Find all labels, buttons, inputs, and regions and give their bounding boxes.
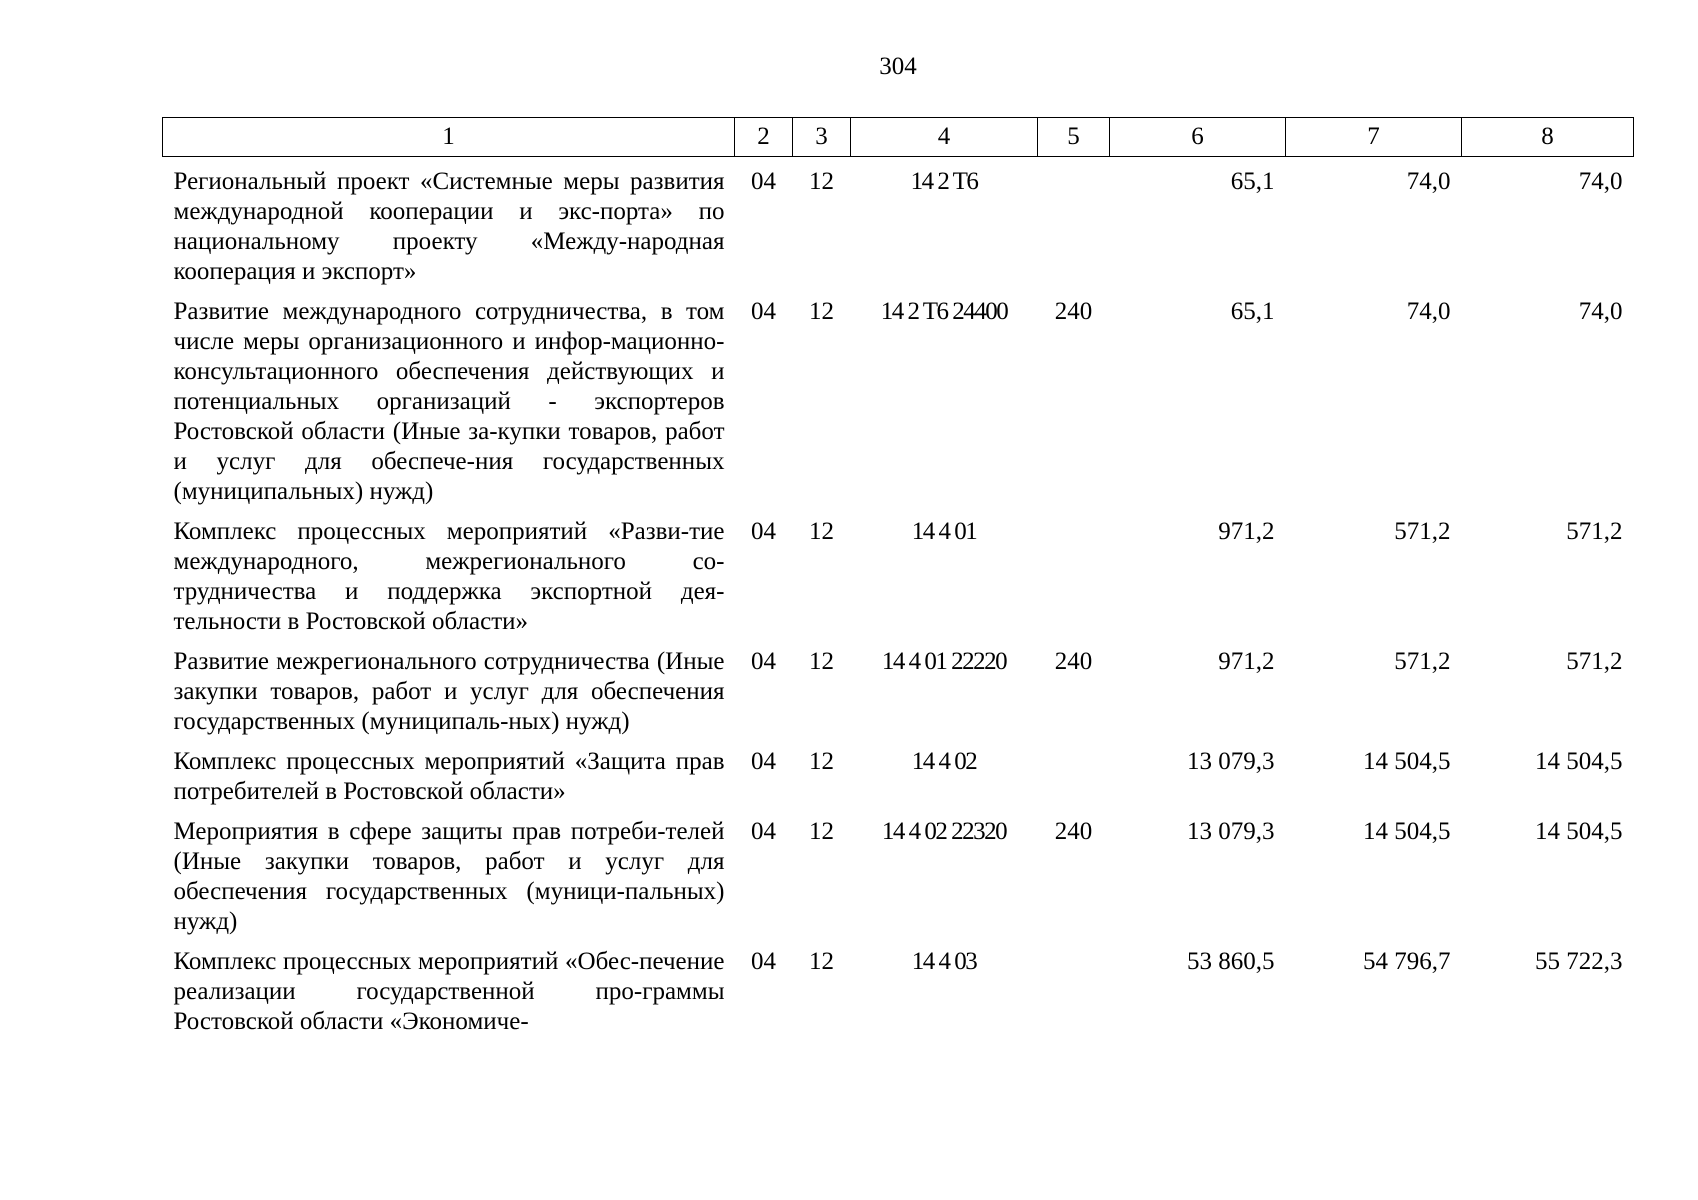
column-number-header-row xyxy=(163,118,1634,157)
column-header-6: 6 xyxy=(1110,118,1286,157)
expense-type-code xyxy=(1038,937,1110,1037)
target-article-code: 14 4 01 22220 xyxy=(881,648,1007,675)
amount-col-7: 571,2 xyxy=(1394,648,1451,675)
subsection-code: 12 xyxy=(809,298,834,325)
section-code: 04 xyxy=(751,748,776,775)
amount-col-7: 14 504,5 xyxy=(1363,748,1451,775)
amount-col-7: 54 796,7 xyxy=(1363,948,1451,975)
column-header-4: 4 xyxy=(851,118,1038,157)
amount-col-6: 65,1 xyxy=(1230,298,1275,325)
column-header-3: 3 xyxy=(793,118,851,157)
column-header-7: 7 xyxy=(1286,118,1462,157)
expense-type-code: 240 xyxy=(1054,298,1093,325)
page-number: 304 xyxy=(879,53,917,80)
row-description: Развитие межрегионального сотрудничества (Иные закупки товаров, работ и услуг для обеспечения государственных (муниципаль-ных) нужд) xyxy=(173,648,725,735)
expense-type-code: 240 xyxy=(1054,648,1093,675)
expense-type-code xyxy=(1038,507,1110,637)
table-row xyxy=(163,807,1634,937)
amount-col-7: 14 504,5 xyxy=(1363,818,1451,845)
target-article-code: 14 4 03 xyxy=(911,948,977,975)
subsection-code: 12 xyxy=(809,818,834,845)
table-row xyxy=(163,157,1634,288)
section-code: 04 xyxy=(751,168,776,195)
subsection-code: 12 xyxy=(809,168,834,195)
amount-col-6: 971,2 xyxy=(1218,518,1275,545)
amount-col-8: 74,0 xyxy=(1578,168,1623,195)
row-description: Развитие международного сотрудничества, в том числе меры организационного и инфор-мационно-консультационного обеспечения действующих и потенциальных организаций - экспортеров Ростовской области (Иные за-купки товаров, работ и услуг для обеспече-ния государственных (муниципальных) нужд) xyxy=(173,298,725,505)
amount-col-8: 571,2 xyxy=(1566,518,1623,545)
expense-type-code: 240 xyxy=(1054,818,1093,845)
column-header-1: 1 xyxy=(163,118,735,157)
column-header-8: 8 xyxy=(1462,118,1634,157)
budget-table xyxy=(162,117,1634,1037)
expense-type-code xyxy=(1038,157,1110,288)
target-article-code: 14 2 T6 xyxy=(910,168,978,195)
section-code: 04 xyxy=(751,518,776,545)
amount-col-8: 14 504,5 xyxy=(1535,748,1623,775)
table-row xyxy=(163,507,1634,637)
section-code: 04 xyxy=(751,298,776,325)
table-row xyxy=(163,637,1634,737)
amount-col-7: 571,2 xyxy=(1394,518,1451,545)
subsection-code: 12 xyxy=(809,948,834,975)
amount-col-8: 74,0 xyxy=(1578,298,1623,325)
amount-col-6: 13 079,3 xyxy=(1187,818,1275,845)
subsection-code: 12 xyxy=(809,518,834,545)
table-row xyxy=(163,287,1634,507)
section-code: 04 xyxy=(751,648,776,675)
target-article-code: 14 4 01 xyxy=(911,518,977,545)
amount-col-6: 53 860,5 xyxy=(1187,948,1275,975)
amount-col-8: 55 722,3 xyxy=(1535,948,1623,975)
column-header-2: 2 xyxy=(735,118,793,157)
subsection-code: 12 xyxy=(809,748,834,775)
amount-col-8: 14 504,5 xyxy=(1535,818,1623,845)
row-description: Региональный проект «Системные меры развития международной кооперации и экс-порта» по национальному проекту «Между-народная кооперация и экспорт» xyxy=(173,168,725,285)
row-description: Мероприятия в сфере защиты прав потреби-телей (Иные закупки товаров, работ и услуг для обеспечения государственных (муници-пальных) нужд) xyxy=(173,818,725,935)
subsection-code: 12 xyxy=(809,648,834,675)
amount-col-8: 571,2 xyxy=(1566,648,1623,675)
row-description: Комплекс процессных мероприятий «Разви-тие международного, межрегионального со-трудничества и поддержка экспортной дея-тельности в Ростовской области» xyxy=(173,518,725,635)
section-code: 04 xyxy=(751,818,776,845)
target-article-code: 14 4 02 xyxy=(911,748,977,775)
table-row xyxy=(163,937,1634,1037)
expense-type-code xyxy=(1038,737,1110,807)
amount-col-7: 74,0 xyxy=(1406,298,1451,325)
row-description: Комплекс процессных мероприятий «Обес-печение реализации государственной про-граммы Ростовской области «Экономиче- xyxy=(173,948,725,1035)
amount-col-6: 971,2 xyxy=(1218,648,1275,675)
column-header-5: 5 xyxy=(1038,118,1110,157)
table-row xyxy=(163,737,1634,807)
amount-col-7: 74,0 xyxy=(1406,168,1451,195)
amount-col-6: 13 079,3 xyxy=(1187,748,1275,775)
target-article-code: 14 2 T6 24400 xyxy=(880,298,1008,325)
section-code: 04 xyxy=(751,948,776,975)
target-article-code: 14 4 02 22320 xyxy=(881,818,1007,845)
row-description: Комплекс процессных мероприятий «Защита прав потребителей в Ростовской области» xyxy=(173,748,725,805)
amount-col-6: 65,1 xyxy=(1230,168,1275,195)
